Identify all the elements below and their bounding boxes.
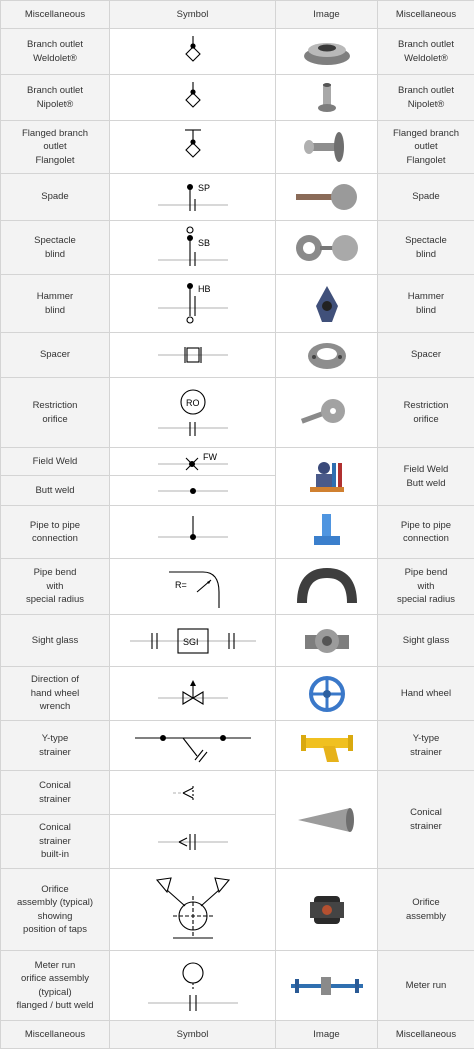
- header-symbol: Symbol: [110, 1, 276, 29]
- field-weld-symbol: [110, 448, 276, 476]
- sight-glass-photo: [276, 615, 378, 667]
- meter-run-symbol: [110, 951, 276, 1021]
- row-weldolet: [1, 29, 474, 75]
- row-label-left-butt-weld: Butt weld: [1, 476, 110, 506]
- row-conical-strainer: [1, 771, 474, 815]
- y-strainer-photo: [276, 721, 378, 771]
- nipolet-symbol: [110, 75, 276, 121]
- pipe-bend-photo: [276, 559, 378, 615]
- row-label-right: Field Weld Butt weld: [378, 448, 474, 506]
- flangolet-fitting-photo: [276, 121, 378, 174]
- pipe-connection-photo: [276, 506, 378, 559]
- table-footer-row: [1, 1021, 474, 1049]
- row-label-right: Flanged branch outlet Flangolet: [378, 121, 474, 174]
- spade-symbol-text: SP: [198, 183, 210, 193]
- row-label-left: Spectacle blind: [1, 221, 110, 275]
- row-label-right: Meter run: [378, 951, 474, 1021]
- hand-wheel-direction-symbol: [110, 667, 276, 721]
- restriction-orifice-photo: [276, 378, 378, 448]
- conical-strainer-symbol: [110, 771, 276, 815]
- row-label-left: Orifice assembly (typical) showing position of taps: [1, 869, 110, 951]
- row-label-right: Spade: [378, 174, 474, 221]
- footer-miscellaneous-left: Miscellaneous: [1, 1021, 110, 1049]
- row-label-right: Spacer: [378, 333, 474, 378]
- row-spectacle-blind: [1, 221, 474, 275]
- row-label-right: Hammer blind: [378, 275, 474, 333]
- restriction-orifice-symbol: [110, 378, 276, 448]
- row-label-left: Hammer blind: [1, 275, 110, 333]
- row-orifice-assembly: [1, 869, 474, 951]
- row-label-right: Spectacle blind: [378, 221, 474, 275]
- sight-glass-symbol: [110, 615, 276, 667]
- row-label-left: Branch outlet Nipolet®: [1, 75, 110, 121]
- row-flangolet: [1, 121, 474, 174]
- row-label-left: Restriction orifice: [1, 378, 110, 448]
- row-label-right: Branch outlet Weldolet®: [378, 29, 474, 75]
- nipolet-fitting-photo: [276, 75, 378, 121]
- row-field-weld: [1, 448, 474, 476]
- butt-weld-symbol: [110, 476, 276, 506]
- hammer-blind-photo: [276, 275, 378, 333]
- weldolet-symbol: [110, 29, 276, 75]
- spectacle-blind-photo: [276, 221, 378, 275]
- row-label-right: Pipe to pipe connection: [378, 506, 474, 559]
- spacer-photo: [276, 333, 378, 378]
- footer-image: Image: [276, 1021, 378, 1049]
- row-sight-glass: [1, 615, 474, 667]
- table-header-row: [1, 1, 474, 29]
- row-label-right: Branch outlet Nipolet®: [378, 75, 474, 121]
- welder-photo: [276, 448, 378, 506]
- row-restriction-orifice: [1, 378, 474, 448]
- row-hand-wheel: [1, 667, 474, 721]
- conical-strainer-photo: [276, 771, 378, 869]
- footer-symbol: Symbol: [110, 1021, 276, 1049]
- header-image: Image: [276, 1, 378, 29]
- orifice-assembly-symbol: [110, 869, 276, 951]
- row-label-left: Pipe bend with special radius: [1, 559, 110, 615]
- hand-wheel-photo: [276, 667, 378, 721]
- row-label-left: Pipe to pipe connection: [1, 506, 110, 559]
- row-label-right: Orifice assembly: [378, 869, 474, 951]
- row-label-right: Pipe bend with special radius: [378, 559, 474, 615]
- spade-blind-photo: [276, 174, 378, 221]
- row-label-left: Sight glass: [1, 615, 110, 667]
- row-label-left: Spade: [1, 174, 110, 221]
- row-label-right: Sight glass: [378, 615, 474, 667]
- hammer-blind-symbol: [110, 275, 276, 333]
- row-hammer-blind: [1, 275, 474, 333]
- row-label-left: Conical strainer: [1, 771, 110, 815]
- field-weld-symbol-text: FW: [203, 452, 217, 462]
- row-label-left: Y-type strainer: [1, 721, 110, 771]
- row-spacer: [1, 333, 474, 378]
- row-label-left: Spacer: [1, 333, 110, 378]
- weldolet-fitting-photo: [276, 29, 378, 75]
- pipe-bend-symbol: [110, 559, 276, 615]
- row-pipe-to-pipe: [1, 506, 474, 559]
- row-spade: [1, 174, 474, 221]
- conical-strainer-built-in-symbol: [110, 815, 276, 869]
- orifice-assembly-photo: [276, 869, 378, 951]
- restriction-orifice-symbol-text: RO: [186, 398, 200, 408]
- row-pipe-bend: [1, 559, 474, 615]
- row-label-right: Conical strainer: [378, 771, 474, 869]
- header-miscellaneous-left: Miscellaneous: [1, 1, 110, 29]
- y-strainer-symbol: [110, 721, 276, 771]
- row-label-left: Meter run orifice assembly (typical) flanged / butt weld: [1, 951, 110, 1021]
- meter-run-photo: [276, 951, 378, 1021]
- row-label-right: Restriction orifice: [378, 378, 474, 448]
- spectacle-blind-symbol: [110, 221, 276, 275]
- row-label-left: Branch outlet Weldolet®: [1, 29, 110, 75]
- header-miscellaneous-right: Miscellaneous: [378, 1, 474, 29]
- row-label-right: Hand wheel: [378, 667, 474, 721]
- row-label-left: Direction of hand wheel wrench: [1, 667, 110, 721]
- spacer-symbol: [110, 333, 276, 378]
- row-y-strainer: [1, 721, 474, 771]
- flangolet-symbol: [110, 121, 276, 174]
- spade-symbol: [110, 174, 276, 221]
- spectacle-symbol-text: SB: [198, 238, 210, 248]
- row-label-left: Field Weld: [1, 448, 110, 476]
- row-nipolet: [1, 75, 474, 121]
- pipe-to-pipe-symbol: [110, 506, 276, 559]
- sight-glass-symbol-text: SGI: [183, 637, 199, 647]
- pipe-bend-symbol-text: R=: [175, 580, 187, 590]
- footer-miscellaneous-right: Miscellaneous: [378, 1021, 474, 1049]
- row-label-left-built-in: Conical strainer built-in: [1, 815, 110, 869]
- row-label-left: Flanged branch outlet Flangolet: [1, 121, 110, 174]
- row-meter-run: [1, 951, 474, 1021]
- row-label-right: Y-type strainer: [378, 721, 474, 771]
- hammer-symbol-text: HB: [198, 284, 211, 294]
